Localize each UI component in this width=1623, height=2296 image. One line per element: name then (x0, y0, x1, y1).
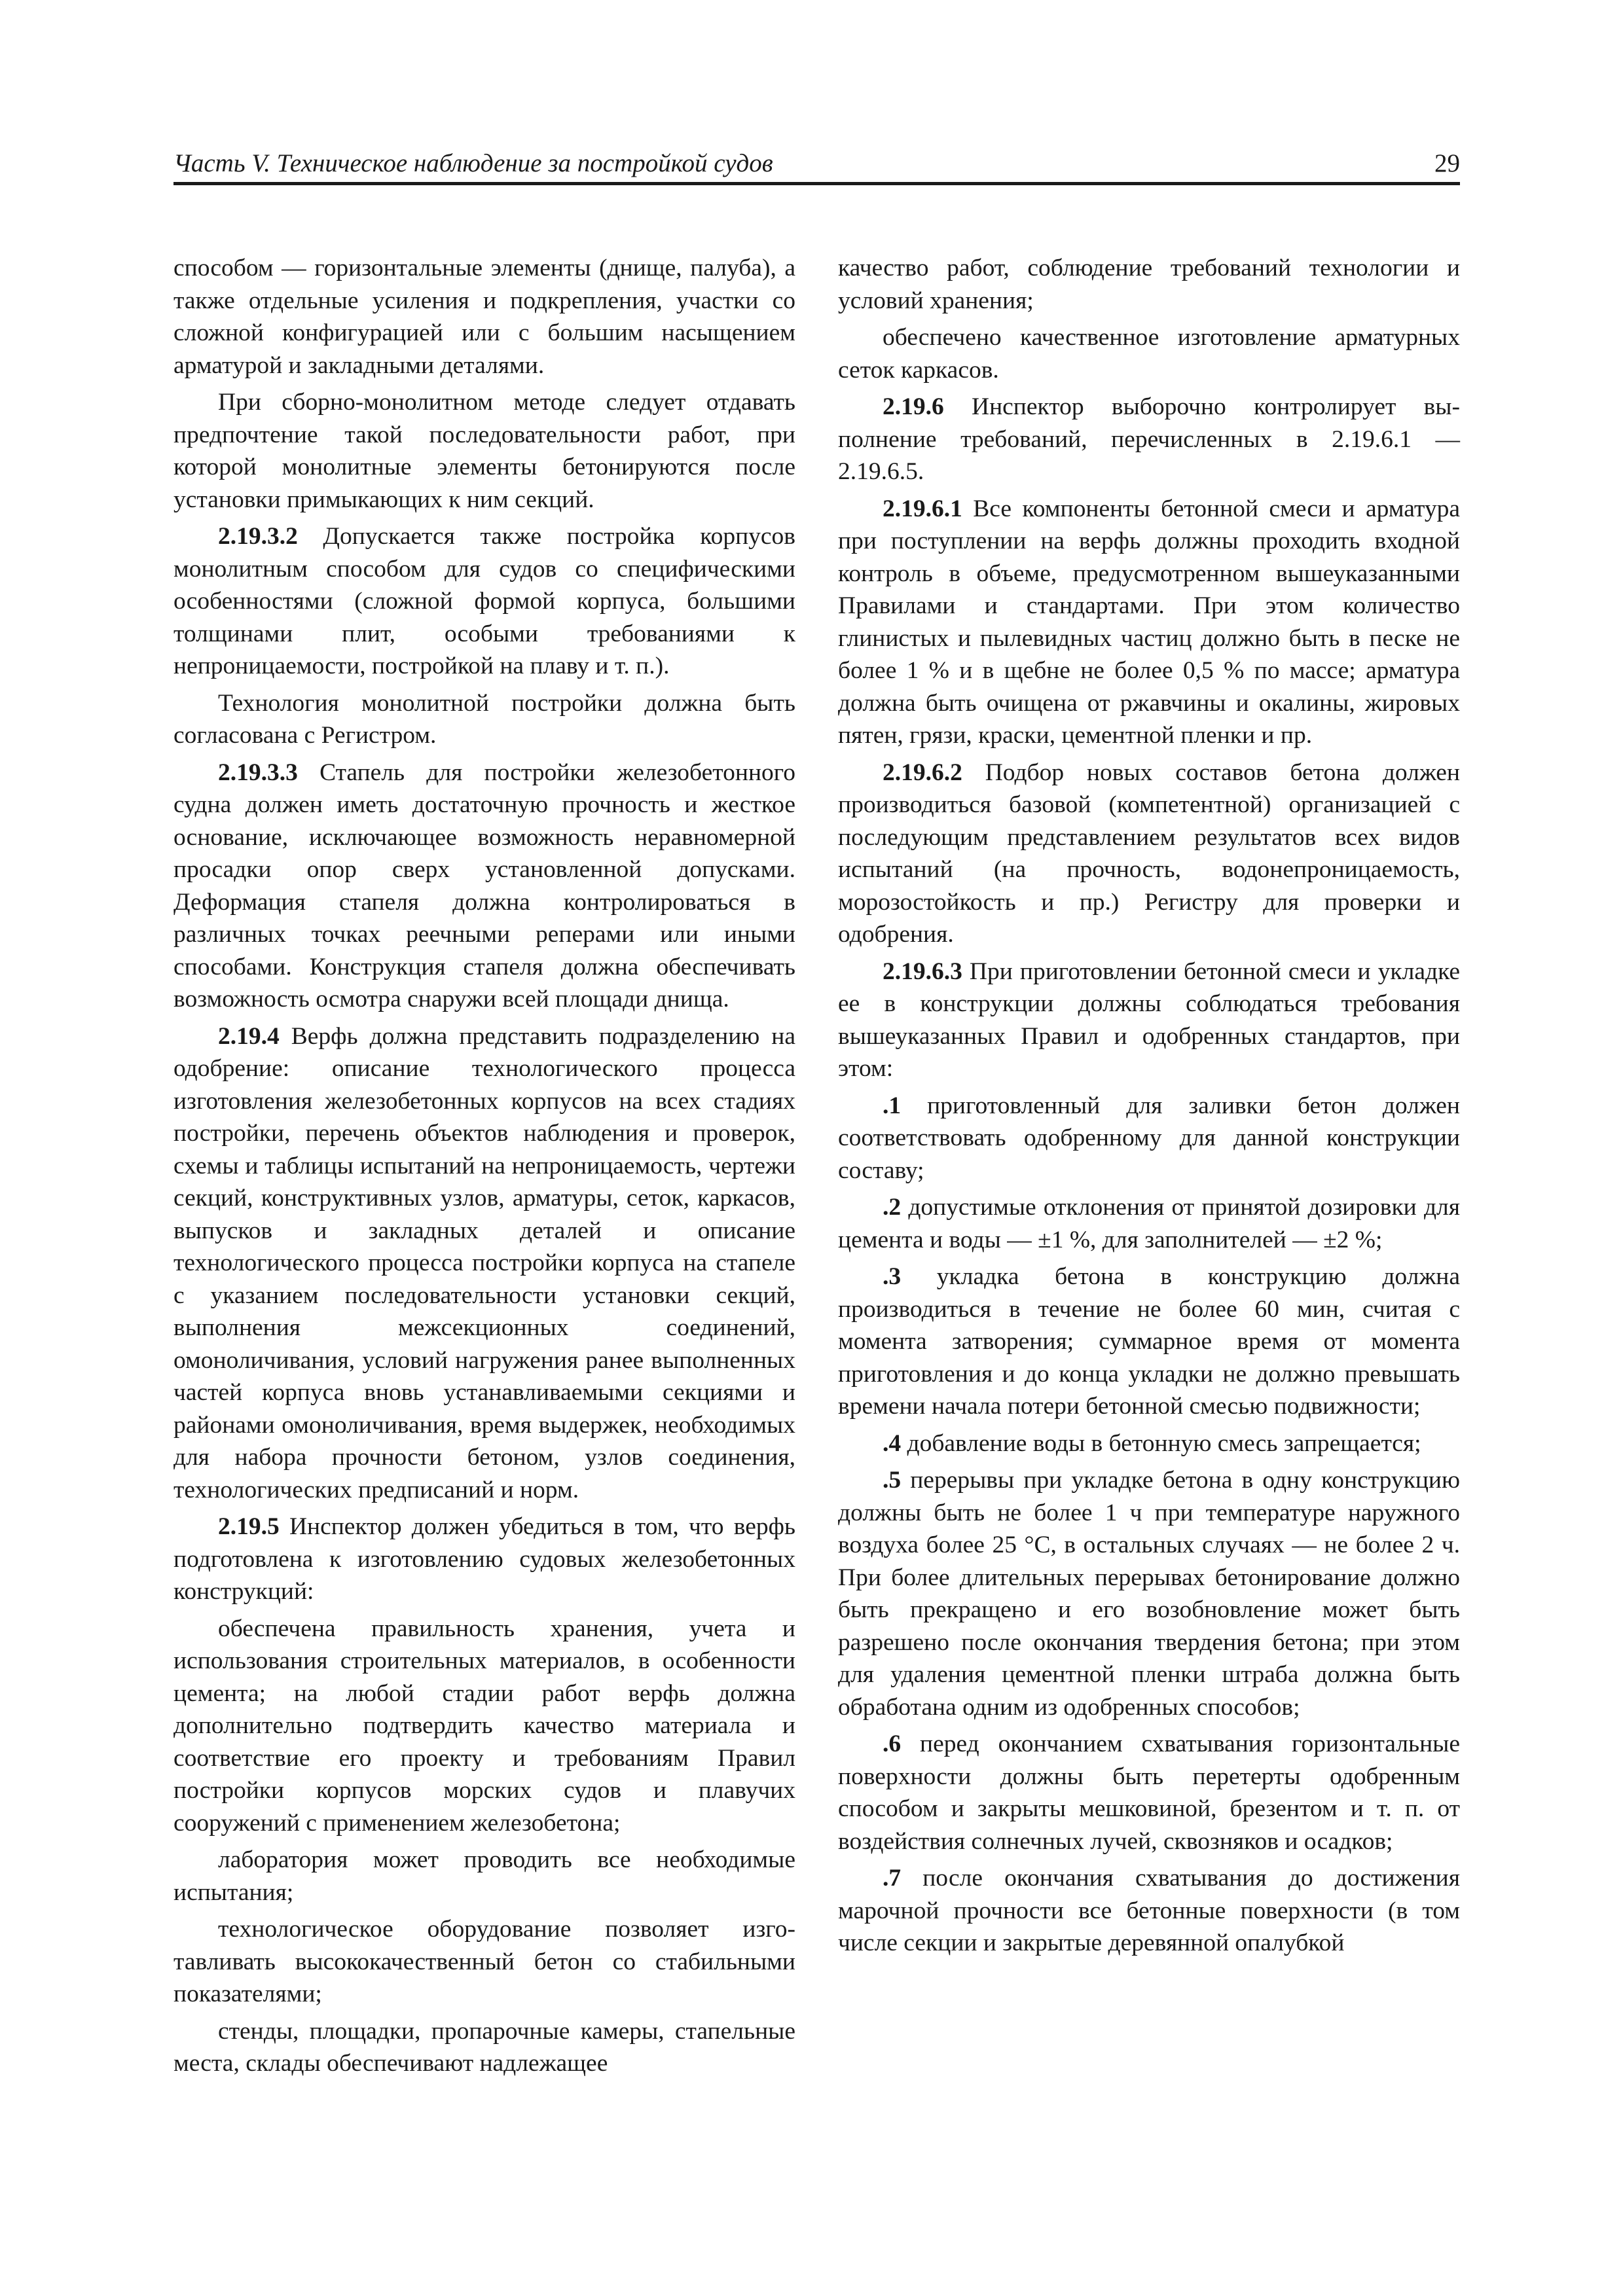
paragraph (173, 1020, 795, 1507)
paragraph-text: Стапель для постройки железобетонного судна должен иметь достаточную прочность и жесткое основание, исключающее возможность неравномерной просадки опор сверх установленной допусками. Деформация стапеля должна контролироваться в различных точках реечными реперами или иными способами. Конструкция стапеля должна обеспечивать возможность осмотра снаружи всей площади днища. (173, 759, 795, 1013)
paragraph-text: перед окончанием схватывания горизонтальные поверхности должны быть перетерты одобренным способом и закрыты мешковиной, брезентом и т. п. от воздействия солнечных лучей, сквозняков и осадков; (838, 1731, 1460, 1855)
paragraph-text: допустимые отклонения от принятой дозировки для цемента и воды — ±1 %, для заполнителей — ±2 %; (838, 1194, 1460, 1253)
paragraph-text: Инспектор должен убедиться в том, что верфь подготовлена к изготовлению судовых железобетонных конструкций: (173, 1513, 795, 1605)
paragraph-text: При сборно-монолитном методе следует отдавать предпочтение такой последовательности работ, при которой монолитные элементы бетонируются после установки примыкающих к ним секций. (173, 389, 795, 513)
clause-number: .2 (883, 1194, 902, 1221)
paragraph (838, 252, 1460, 317)
clause-number: 2.19.4 (218, 1022, 280, 1050)
paragraph (838, 1261, 1460, 1423)
paragraph (838, 1862, 1460, 1960)
paragraph-text: обеспечена правильность хранения, учета и использования строительных материалов, в особенности цемента; на любой стадии работ верфь должна дополнительно подтвердить качество материала и соответствие его проекту и требованиям Правил постройки корпусов морских судов и плавучих сооружений с применением железобетона; (173, 1615, 795, 1837)
clause-number: .7 (883, 1865, 902, 1892)
paragraph (173, 2015, 795, 2080)
paragraph-text: способом — горизонтальные элементы (днище, палуба), а также отдельные усиления и подкрепления, участки со сложной конфигурацией или с большим насыщением арматурой и закладными деталями. (173, 255, 795, 379)
paragraph (173, 757, 795, 1016)
clause-number: .6 (883, 1731, 902, 1757)
paragraph (838, 1728, 1460, 1857)
right-text-column (838, 252, 1460, 1964)
paragraph (838, 1191, 1460, 1256)
clause-number: 2.19.6.3 (883, 958, 962, 985)
clause-number: 2.19.6.2 (883, 759, 962, 786)
clause-number: .1 (883, 1092, 902, 1119)
paragraph (838, 757, 1460, 951)
paragraph-text: При приготовлении бетонной смеси и укладке ее в конструкции должны соблюдаться требования вышеуказанных Правил и одобренных стандартов, при этом: (838, 958, 1460, 1082)
paragraph-text: технологическое оборудование позволяет изготавливать высококачественный бетон со стабильными показателями; (173, 1916, 795, 2007)
paragraph (838, 391, 1460, 488)
paragraph-text: лаборатория может проводить все необходимые испытания; (173, 1846, 795, 1906)
paragraph-text: перерывы при укладке бетона в одну конструкцию должны быть не более 1 ч при температуре наружного воздуха более 25 °C, в остальных случаях — не более 2 ч. При более длительных перерывах бетонирование должно быть прекращено и его возобновление может быть разрешено после окончания твердения бетона; при этом для удаления цементной пленки штраба должна быть обработана одним из одобренных способов; (838, 1467, 1460, 1721)
left-text-column (173, 252, 795, 2085)
clause-number: .5 (883, 1467, 902, 1494)
paragraph (173, 252, 795, 382)
paragraph-text: качество работ, соблюдение требований технологии и условий хранения; (838, 255, 1460, 314)
clause-number: 2.19.3.2 (218, 523, 298, 550)
paragraph-text: приготовленный для заливки бетон должен соответствовать одобренному для данной конструкции составу; (838, 1092, 1460, 1184)
paragraph-text: стенды, площадки, пропарочные камеры, стапельные места, склады обеспечивают надлежащее (173, 2017, 795, 2077)
paragraph (173, 1511, 795, 1608)
paragraph-text: после окончания схватывания до достижения марочной прочности все бетонные поверхности (в том числе секции и закрытые деревянной опалубкой (838, 1865, 1460, 1956)
page-number: 29 (1434, 149, 1460, 177)
clause-number: 2.19.6.1 (883, 495, 962, 522)
paragraph-text: Верфь должна представить подразделению на одобрение: описание технологического процесса изготовления железобетонных корпусов на всех стадиях постройки, перечень объектов наблюдения и проверок, схемы и таблицы испытаний на непроницаемость, чертежи секций, конструктивных узлов, арматуры, сеток, каркасов, выпусков и закладных деталей и описание технологического процесса постройки корпуса на стапеле с указанием последовательности установки секций, выполнения межсекционных соединений, омоноличивания, условий нагружения ранее выполненных частей корпуса вновь устанавливаемыми секциями и районами омоноличивания, время выдержек, необходимых для набора прочности бетоном, узлов соединения, технологических предписаний и норм. (173, 1022, 795, 1503)
clause-number: 2.19.6 (883, 393, 944, 420)
paragraph (173, 520, 795, 683)
paragraph-text: Все компоненты бетонной смеси и арматура при поступлении на верфь должны проходить входной контроль в объеме, предусмотренном вышеуказанными Правилами и стандартами. При этом количество глинистых и пылевидных частиц должно быть в песке не более 1 % и в щебне не более 0,5 % по массе; арматура должна быть очищена от ржавчины и окалины, жировых пятен, грязи, краски, цементной пленки и пр. (838, 495, 1460, 749)
clause-number: 2.19.5 (218, 1513, 280, 1540)
paragraph-text: Допускается также постройка корпусов монолитным способом для судов со специфическими особенностями (сложной формой корпуса, большими толщинами плит, особыми требованиями к непроницаемости, постройкой на плаву и т. п.). (173, 523, 795, 679)
paragraph (173, 1844, 795, 1909)
paragraph (838, 321, 1460, 386)
paragraph (838, 493, 1460, 752)
paragraph-text: укладка бетона в конструкцию должна производиться в течение не более 60 мин, считая с момента затворения; суммарное время от момента приготовления и до конца укладки не должно превышать времени начала потери бетонной смесью подвижности; (838, 1263, 1460, 1420)
clause-number: .3 (883, 1263, 902, 1290)
paragraph (173, 687, 795, 752)
paragraph-text: Подбор новых составов бетона должен производиться базовой (компетентной) организацией с последующим представлением результатов всех видов испытаний (на прочность, водонепроницаемость, морозостойкость и пр.) Регистру для проверки и одобрения. (838, 759, 1460, 948)
clause-number: 2.19.3.3 (218, 759, 298, 786)
paragraph-text: обеспечено качественное изготовление арматурных сеток каркасов. (838, 324, 1460, 384)
paragraph (838, 1464, 1460, 1723)
clause-number: .4 (883, 1429, 902, 1457)
header-title: Часть V. Техническое наблюдение за постройкой судов (173, 149, 773, 177)
paragraph (173, 1613, 795, 1840)
paragraph (838, 1427, 1460, 1460)
paragraph-text: Технология монолитной постройки должна быть согласована с Регистром. (173, 689, 795, 749)
paragraph (838, 1090, 1460, 1187)
paragraph (173, 386, 795, 516)
paragraph (838, 956, 1460, 1085)
paragraph-text: Инспектор выборочно контролирует выполнение требований, перечисленных в 2.19.6.1 — 2.19.6.5. (838, 393, 1460, 485)
paragraph-text: добавление воды в бетонную смесь запрещается; (901, 1429, 1421, 1457)
running-header (173, 145, 1460, 185)
paragraph (173, 1913, 795, 2011)
